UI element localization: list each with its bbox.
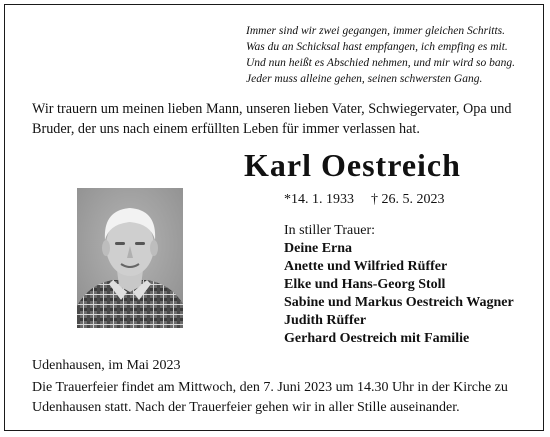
- mourner-name: Judith Rüffer: [284, 313, 367, 328]
- poem-line: Was du an Schicksal hast empfangen, ich empfing es mit.: [246, 41, 508, 53]
- portrait-photo: [77, 188, 183, 328]
- mourner-name: Deine Erna: [284, 241, 353, 256]
- mourner-name: Gerhard Oestreich mit Familie: [284, 331, 470, 346]
- mourner-name: Sabine und Markus Oestreich Wagner: [284, 295, 514, 310]
- intro-line: Wir trauern um meinen lieben Mann, unseren lieben Vater, Schwiegervater, Opa und: [32, 101, 512, 117]
- mourning-intro: In stiller Trauer:: [284, 223, 375, 238]
- birth-date: *14. 1. 1933: [284, 192, 354, 207]
- place-date: Udenhausen, im Mai 2023: [32, 358, 181, 373]
- portrait-photo-graphic: [77, 188, 183, 328]
- mourner-list: [284, 240, 514, 348]
- death-date: † 26. 5. 2023: [371, 192, 445, 207]
- poem-line: Jeder muss alleine gehen, seinen schwersten Gang.: [246, 73, 483, 85]
- mourner-name: Elke und Hans-Georg Stoll: [284, 277, 446, 292]
- funeral-line: Udenhausen statt. Nach der Trauerfeier gehen wir in aller Stille auseinander.: [32, 400, 460, 415]
- poem-line: Und nun heißt es Abschied nehmen, und mir wird so bang.: [246, 57, 515, 69]
- mourner-name: Anette und Wilfried Rüffer: [284, 259, 448, 274]
- intro-text: [32, 99, 532, 139]
- intro-line: Bruder, der uns nach einem erfüllten Leben für immer verlassen hat.: [32, 121, 420, 137]
- poem-line: Immer sind wir zwei gegangen, immer gleichen Schritts.: [246, 25, 506, 37]
- poem: [246, 23, 546, 87]
- deceased-name: Karl Oestreich: [244, 147, 461, 183]
- funeral-line: Die Trauerfeier findet am Mittwoch, den 7. Juni 2023 um 14.30 Uhr in der Kirche zu: [32, 380, 508, 395]
- funeral-notice: [32, 378, 532, 418]
